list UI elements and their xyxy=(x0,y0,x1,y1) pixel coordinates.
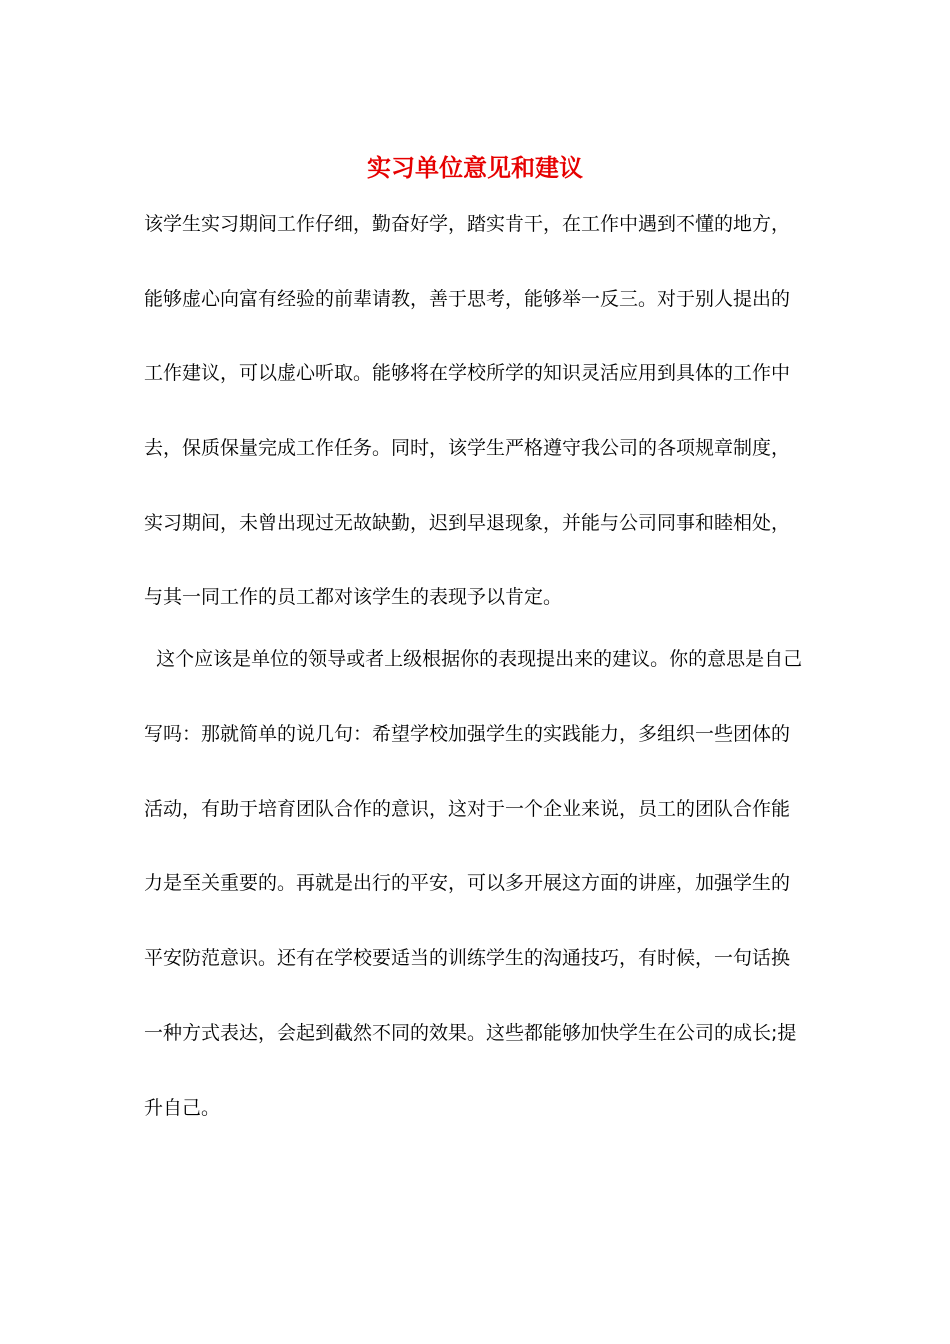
paragraph-1-line-5: 实习期间，未曾出现过无故缺勤，迟到早退现象，并能与公司同事和睦相处， xyxy=(144,512,791,534)
paragraph-2-line-7: 升自己。 xyxy=(144,1097,221,1119)
document-title: 实习单位意见和建议 xyxy=(367,153,583,182)
paragraph-1-line-4: 去，保质保量完成工作任务。同时，该学生严格遵守我公司的各项规章制度， xyxy=(144,437,791,459)
paragraph-1-line-1: 该学生实习期间工作仔细，勤奋好学，踏实肯干，在工作中遇到不懂的地方， xyxy=(144,213,791,235)
paragraph-2-line-5: 平安防范意识。还有在学校要适当的训练学生的沟通技巧，有时候，一句话换 xyxy=(144,947,791,969)
paragraph-2-line-3: 活动，有助于培育团队合作的意识，这对于一个企业来说，员工的团队合作能 xyxy=(144,798,791,820)
paragraph-2-line-2: 写吗：那就简单的说几句：希望学校加强学生的实践能力，多组织一些团体的 xyxy=(144,723,791,745)
paragraph-2-line-4: 力是至关重要的。再就是出行的平安，可以多开展这方面的讲座，加强学生的 xyxy=(144,872,791,894)
paragraph-1-line-6: 与其一同工作的员工都对该学生的表现予以肯定。 xyxy=(144,586,563,608)
paragraph-1-line-2: 能够虚心向富有经验的前辈请教，善于思考，能够举一反三。对于别人提出的 xyxy=(144,288,791,310)
paragraph-2-line-6: 一种方式表达，会起到截然不同的效果。这些都能够加快学生在公司的成长;提 xyxy=(144,1022,797,1044)
paragraph-2-line-1: 这个应该是单位的领导或者上级根据你的表现提出来的建议。你的意思是自己 xyxy=(144,648,803,670)
paragraph-1-line-3: 工作建议，可以虚心听取。能够将在学校所学的知识灵活应用到具体的工作中 xyxy=(144,362,791,384)
